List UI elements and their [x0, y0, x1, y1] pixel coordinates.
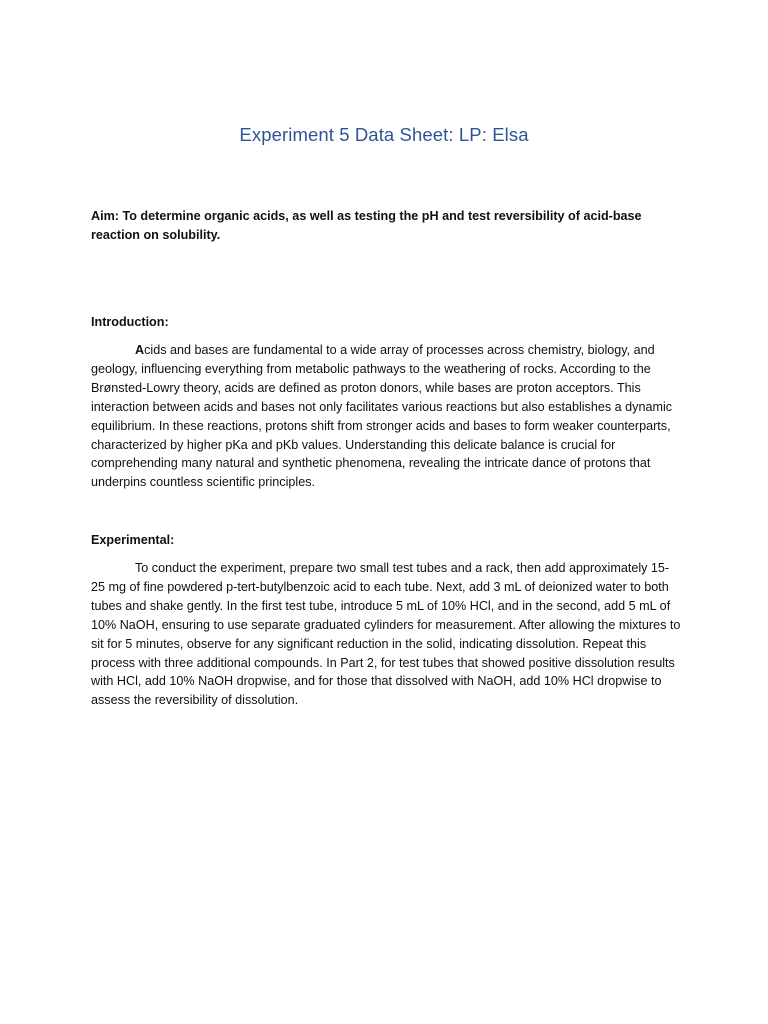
- document-title: Experiment 5 Data Sheet: LP: Elsa: [239, 124, 529, 145]
- introduction-body: cids and bases are fundamental to a wide array of processes across chemistry, biology, and geology, influencing everything from metabolic pathways to the weathering of rocks. According to the Brønsted-Lowry theory, acids are defined as proton donors, while bases are proton acceptors. This interaction between acids and bases not only facilitates various reactions but also establishes a dynamic equilibrium. In these reactions, protons shift from stronger acids and bases to form weaker counterparts, characterized by higher pKa and pKb values. Understanding this delicate balance is crucial for comprehending many natural and synthetic phenomena, revealing the intricate dance of protons that underpins countless scientific principles.: [91, 343, 673, 490]
- introduction-heading: Introduction:: [91, 315, 169, 329]
- experimental-heading: Experimental:: [91, 533, 175, 547]
- aim-statement: Aim: To determine organic acids, as well as testing the pH and test reversibility of acid-base reaction on solubility.: [91, 209, 642, 242]
- experimental-paragraph: To conduct the experiment, prepare two small test tubes and a rack, then add approximately 15-25 mg of fine powdered p-tert-butylbenzoic acid to each tube. Next, add 3 mL of deionized water to both tubes and shake gently. In the first test tube, introduce 5 mL of 10% HCl, and in the second, add 5 mL of 10% NaOH, ensuring to use separate graduated cylinders for measurement. After allowing the mixtures to sit for 5 minutes, observe for any significant reduction in the solid, indicating dissolution. Repeat this process with three additional compounds. In Part 2, for test tubes that showed positive dissolution results with HCl, add 10% NaOH dropwise, and for those that dissolved with NaOH, add 10% HCl dropwise to assess the reversibility of dissolution.: [91, 561, 681, 708]
- introduction-first-letter: A: [135, 343, 145, 357]
- introduction-paragraph: [91, 341, 681, 492]
